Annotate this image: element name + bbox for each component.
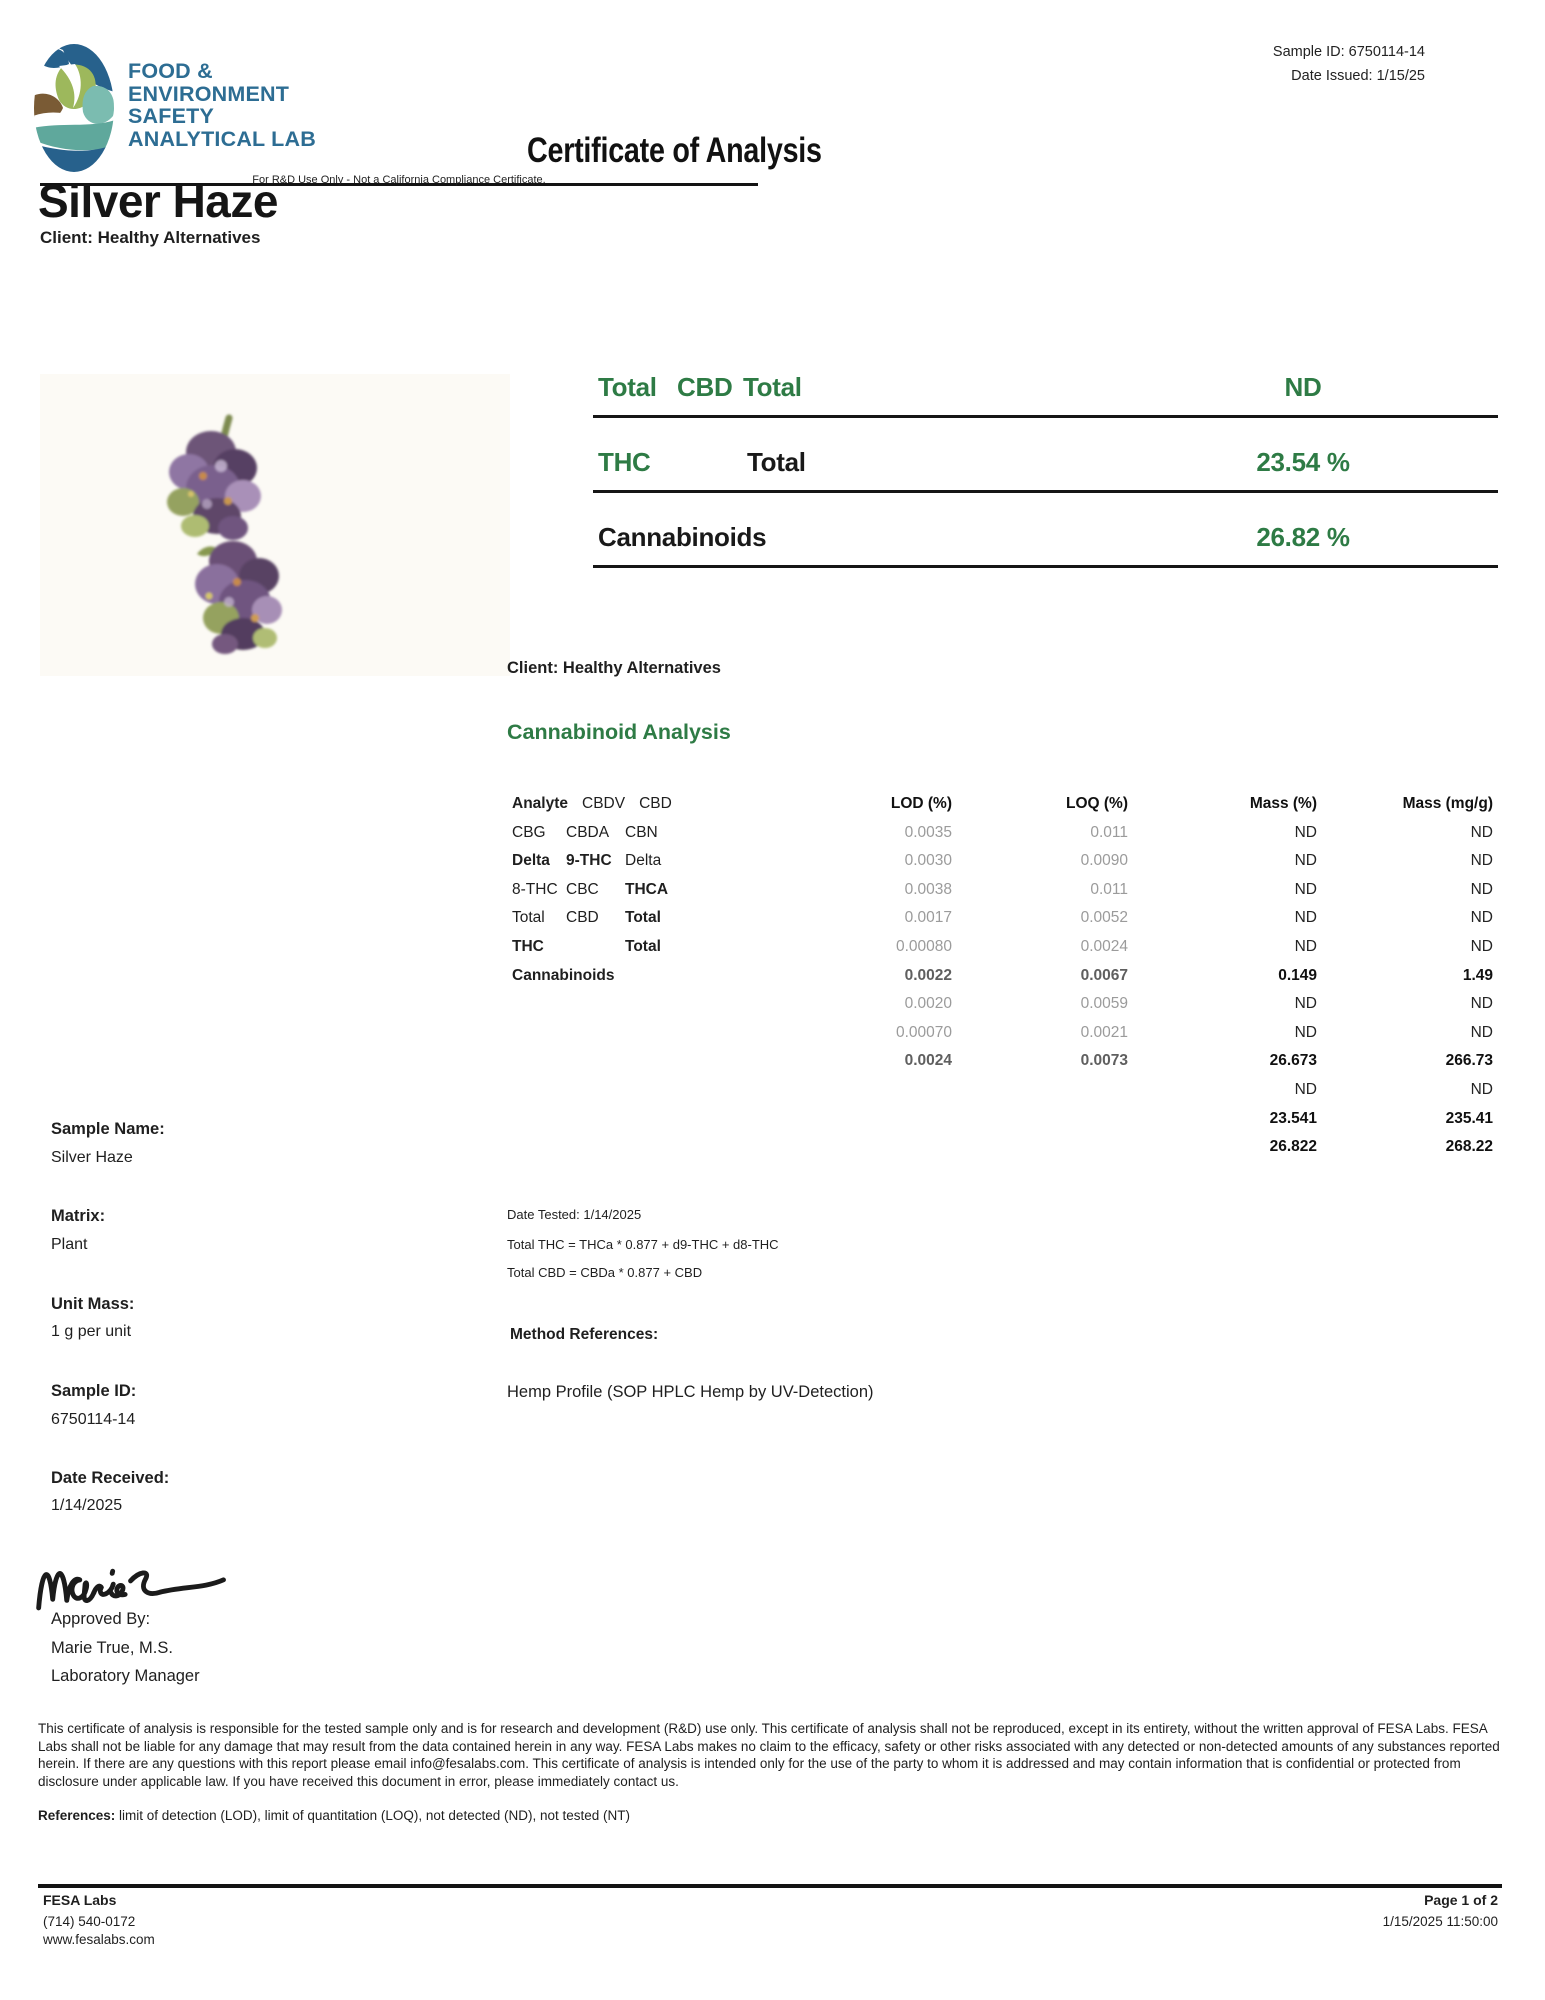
cell-loq: 0.0073 (1080, 1052, 1128, 1070)
cell-mass: ND (1294, 823, 1317, 841)
analyte-word: Cannabinoids (512, 966, 615, 984)
method-references-heading: Method References: (510, 1326, 659, 1343)
analyte-name (512, 1076, 832, 1105)
lab-name-line: ANALYTICAL LAB (128, 126, 316, 151)
analyte-word: CBN (625, 823, 658, 841)
summary-row (593, 418, 1498, 493)
approver-title: Laboratory Manager (51, 1667, 200, 1685)
cell-lod (832, 1133, 952, 1162)
cell-mg: ND (1470, 909, 1493, 927)
analyte-word: Delta (625, 852, 662, 870)
analyte-row (512, 1105, 1493, 1134)
sample-photo (133, 406, 318, 671)
analyte-name (512, 819, 832, 848)
analyte-name (512, 1133, 832, 1162)
footer-website: www.fesalabs.com (43, 1932, 155, 1947)
analyte-row (512, 933, 1493, 962)
page-title: Silver Haze (38, 175, 278, 227)
column-header-mass-mg: Mass (mg/g) (1402, 795, 1493, 812)
cell-lod: 0.0024 (904, 1052, 952, 1070)
analyte-row (512, 904, 1493, 933)
analyte-table-header (512, 790, 1493, 819)
summary-row (593, 343, 1498, 418)
cell-mg: ND (1470, 937, 1493, 955)
cell-mg: ND (1470, 995, 1493, 1013)
footer-rule (38, 1884, 1502, 1888)
cell-mass: 26.673 (1269, 1052, 1317, 1070)
footer-company: FESA Labs (43, 1892, 117, 1908)
cell-lod (832, 1076, 952, 1105)
cell-mg: ND (1470, 1080, 1493, 1098)
analyte-name (512, 962, 832, 991)
analyte-row (512, 876, 1493, 905)
cell-mass: ND (1294, 995, 1317, 1013)
analyte-row (512, 1019, 1493, 1048)
cell-loq (952, 1076, 1128, 1105)
summary-value: 26.82 % (1256, 522, 1350, 552)
total-cbd-formula: Total CBD = CBDa * 0.877 + CBD (507, 1265, 703, 1280)
analyte-row (512, 819, 1493, 848)
analyte-word: Total (512, 909, 545, 927)
summary-label-word: CBD (677, 372, 733, 402)
footer-phone: (714) 540-0172 (43, 1914, 136, 1929)
analyte-word: 9-THC (566, 852, 612, 870)
sample-id-header: Sample ID: 6750114-14 (1272, 44, 1425, 60)
date-received-value: 1/14/2025 (51, 1497, 123, 1514)
cell-loq: 0.0021 (1080, 1023, 1128, 1041)
footer-datetime: 1/15/2025 11:50:00 (1382, 1914, 1498, 1929)
analyte-word: CBD (639, 795, 672, 812)
analyte-name (512, 1019, 832, 1048)
cell-loq: 0.011 (1090, 880, 1128, 898)
analyte-name (512, 1047, 832, 1076)
method-reference-value: Hemp Profile (SOP HPLC Hemp by UV-Detection) (507, 1383, 874, 1401)
column-header-analyte: Analyte (512, 795, 568, 812)
cell-lod: 0.0030 (904, 852, 952, 870)
date-issued-header: Date Issued: 1/15/25 (1291, 68, 1425, 84)
sample-name-label: Sample Name: (51, 1120, 165, 1138)
lab-name-line: ENVIRONMENT (128, 81, 290, 106)
analyte-name (512, 990, 832, 1019)
cell-mg: ND (1470, 1023, 1493, 1041)
unit-mass-value: 1 g per unit (51, 1323, 132, 1340)
footer-page-number: Page 1 of 2 (1424, 1892, 1498, 1908)
cell-mg: 268.22 (1445, 1138, 1493, 1156)
cell-loq: 0.0052 (1080, 909, 1128, 927)
summary-label-word: Total (747, 447, 806, 477)
analyte-name (512, 876, 832, 905)
analyte-word: CBD (566, 909, 599, 927)
cell-loq: 0.0067 (1080, 966, 1128, 984)
cell-mass: ND (1294, 1023, 1317, 1041)
summary-table (593, 343, 1498, 568)
cell-loq: 0.0090 (1080, 852, 1128, 870)
sample-id-value: 6750114-14 (51, 1411, 136, 1428)
cell-mg: ND (1470, 823, 1493, 841)
summary-value: 23.54 % (1256, 447, 1350, 477)
cell-lod: 0.00070 (895, 1023, 952, 1041)
approved-by-label: Approved By: (51, 1610, 151, 1628)
cell-mg: 235.41 (1445, 1109, 1493, 1127)
analyte-row (512, 1076, 1493, 1105)
analyte-row (512, 990, 1493, 1019)
analyte-word: THCA (625, 880, 669, 898)
cell-lod: 0.0022 (904, 966, 952, 984)
certificate-subtitle: For R&D Use Only - Not a California Compliance Certificate. (252, 174, 546, 186)
sample-name-value: Silver Haze (51, 1149, 133, 1166)
summary-label-word: Total (743, 372, 802, 402)
summary-label-word: THC (598, 447, 651, 477)
cell-loq: 0.011 (1090, 823, 1128, 841)
analyte-word: CBG (512, 823, 546, 841)
cell-lod: 0.00080 (895, 937, 952, 955)
disclaimer-paragraph: This certificate of analysis is responsible for the tested sample only and is for research and development (R&D) use only. This certificate of analysis shall not be reproduced, except in its entirety, without the written approval of FESA Labs. FESA Labs shall not be liable for any damage that may result from the data contained herein in any way. FESA Labs makes no claim to the efficacy, safety or other risks associated with any detected or non-detected amounts of any substances reported herein. If there are any questions with this report please email info@fesalabs.com. This certificate of analysis is intended only for the use of the party to whom it is addressed and may contain information that is confidential or protected from disclosure under applicable law. If you have received this document in error, please immediately contact us. (38, 1721, 1500, 1789)
column-header-lod: LOD (%) (890, 795, 952, 812)
analyte-name (512, 904, 832, 933)
analyte-header-label (512, 790, 832, 819)
column-header-mass-percent: Mass (%) (1249, 795, 1317, 812)
analyte-row (512, 847, 1493, 876)
analyte-word: Total (625, 937, 661, 955)
cell-loq (952, 1133, 1128, 1162)
section-heading-cannabinoid-analysis: Cannabinoid Analysis (507, 720, 731, 744)
cell-loq (952, 1105, 1128, 1134)
analyte-row (512, 1047, 1493, 1076)
summary-value: ND (1284, 372, 1322, 402)
analyte-name (512, 1105, 832, 1134)
sample-id-label: Sample ID: (51, 1382, 137, 1400)
client-line: Client: Healthy Alternatives (40, 228, 261, 247)
analyte-word: CBC (566, 880, 599, 898)
cell-mg: ND (1470, 852, 1493, 870)
cell-mass: ND (1294, 880, 1317, 898)
cell-lod: 0.0020 (904, 995, 952, 1013)
cell-mass: 0.149 (1278, 966, 1317, 984)
cell-lod: 0.0017 (904, 909, 952, 927)
certificate-title: Certificate of Analysis (527, 131, 822, 170)
lab-logo-icon (33, 42, 115, 174)
cell-lod (832, 1105, 952, 1134)
analyte-word: 8-THC (512, 880, 558, 898)
lab-name-line: SAFETY (128, 104, 215, 128)
unit-mass-label: Unit Mass: (51, 1295, 135, 1313)
analysis-client-line: Client: Healthy Alternatives (507, 659, 721, 677)
date-tested-line: Date Tested: 1/14/2025 (507, 1207, 642, 1222)
cell-mass: ND (1294, 852, 1317, 870)
cell-lod: 0.0035 (904, 823, 952, 841)
matrix-label: Matrix: (51, 1207, 106, 1225)
analyte-name (512, 847, 832, 876)
cell-mass: ND (1294, 909, 1317, 927)
analyte-table (512, 790, 1493, 1162)
analyte-name (512, 933, 832, 962)
column-header-loq: LOQ (%) (1066, 795, 1128, 812)
analyte-word: CBDV (582, 795, 626, 812)
references-text: limit of detection (LOD), limit of quantitation (LOQ), not detected (ND), not tested (NT) (115, 1808, 630, 1823)
cell-loq: 0.0059 (1080, 995, 1128, 1013)
lab-name (128, 60, 316, 150)
analyte-word: THC (512, 937, 544, 955)
summary-label-word: Cannabinoids (598, 522, 767, 552)
analyte-word: Total (625, 909, 661, 927)
lab-name-line: FOOD & (128, 59, 213, 83)
approver-name: Marie True, M.S. (51, 1639, 173, 1657)
cell-loq: 0.0024 (1080, 937, 1128, 955)
analyte-row (512, 1133, 1493, 1162)
analyte-rows (512, 819, 1493, 1162)
summary-label-word: Total (598, 372, 657, 402)
cell-mass: ND (1294, 1080, 1317, 1098)
matrix-value: Plant (51, 1236, 88, 1253)
analyte-row (512, 962, 1493, 991)
total-thc-formula: Total THC = THCa * 0.877 + d9-THC + d8-THC (507, 1237, 779, 1252)
references-label: References: (38, 1808, 116, 1823)
cell-mass: 23.541 (1269, 1109, 1317, 1127)
references-line (38, 1808, 1508, 1823)
summary-row (593, 493, 1498, 568)
cell-mass: ND (1294, 937, 1317, 955)
cell-mg: 1.49 (1462, 966, 1493, 984)
cell-lod: 0.0038 (904, 880, 952, 898)
analyte-word: Delta (512, 852, 550, 870)
cell-mass: 26.822 (1269, 1138, 1317, 1156)
analyte-word: CBDA (566, 823, 610, 841)
date-received-label: Date Received: (51, 1469, 170, 1487)
cell-mg: ND (1470, 880, 1493, 898)
cell-mg: 266.73 (1445, 1052, 1493, 1070)
